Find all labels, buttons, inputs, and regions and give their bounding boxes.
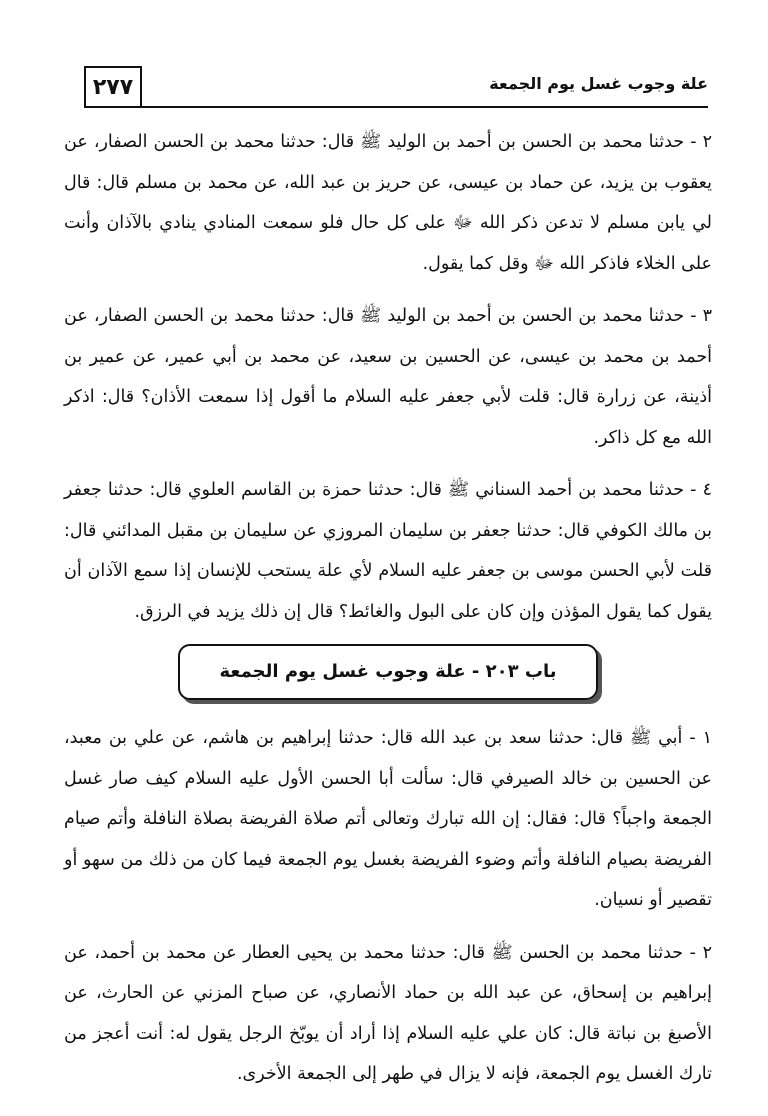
page-header (84, 66, 708, 108)
page-number: ٢٧٧ (84, 66, 142, 106)
page-body (64, 122, 712, 1107)
running-title: علة وجوب غسل يوم الجمعة (489, 74, 708, 93)
hadith-paragraph: ١ - أبي ﷺ قال: حدثنا سعد بن عبد الله قال: حدثنا إبراهيم بن هاشم، عن علي بن معبد، عن الحسين بن خالد الصيرفي قال: سألت أبا الحسن الأول عليه السلام كيف صار غسل الجمعة واجباً؟ قال: فقال: إن الله تبارك وتعالى أتم صلاة الفريضة بصلاة النافلة وأتم صيام الفريضة بصيام النافلة وأتم وضوء الفريضة بغسل يوم الجمعة فيما كان من ذلك من سهو أو تقصير أو نسيان. (64, 728, 712, 910)
hadith-paragraph: ٤ - حدثنا محمد بن أحمد السناني ﷺ قال: حدثنا حمزة بن القاسم العلوي قال: حدثنا جعفر بن مالك الكوفي قال: حدثنا جعفر بن سليمان المروزي عن سليمان بن مقبل المدائني قال: قلت لأبي الحسن موسى بن جعفر عليه السلام لأي علة يستحب للإنسان إذا سمع الآذان أن يقول كما يقول المؤذن وإن كان على البول والغائط؟ قال إن ذلك يزيد في الرزق. (64, 480, 712, 622)
chapter-heading: باب ٢٠٣ - علة وجوب غسل يوم الجمعة (178, 644, 598, 700)
hadith-paragraph: ٣ - حدثنا محمد بن الحسن بن أحمد بن الوليد ﷺ قال: حدثنا محمد بن الحسن الصفار، عن أحمد بن محمد بن عيسى، عن الحسين بن سعيد، عن محمد بن أبي عمير، عن عمير بن أذينة، عن زرارة قال: قلت لأبي جعفر عليه السلام ما أقول إذا سمعت الأذان؟ قال: اذكر الله مع كل ذاكر. (64, 306, 712, 448)
hadith-paragraph: ٢ - حدثنا محمد بن الحسن ﷺ قال: حدثنا محمد بن يحيى العطار عن محمد بن أحمد، عن إبراهيم بن إسحاق، عن عبد الله بن حماد الأنصاري، عن صباح المزني عن الحارث، عن الأصبغ بن نباتة قال: كان علي عليه السلام إذا أراد أن يوبّخ الرجل يقول له: أنت أعجز من تارك الغسل يوم الجمعة، فإنه لا يزال في طهر إلى الجمعة الأخرى. (64, 942, 712, 1084)
hadith-paragraph: ٢ - حدثنا محمد بن الحسن بن أحمد بن الوليد ﷺ قال: حدثنا محمد بن الحسن الصفار، عن يعقوب بن يزيد، عن حماد بن عيسى، عن حريز بن عبد الله، عن محمد بن مسلم قال: قال لي يابن مسلم لا تدعن ذكر الله ﷻ على كل حال فلو سمعت المنادي ينادي بالآذان وأنت على الخلاء فاذكر الله ﷻ وقل كما يقول. (64, 132, 712, 274)
